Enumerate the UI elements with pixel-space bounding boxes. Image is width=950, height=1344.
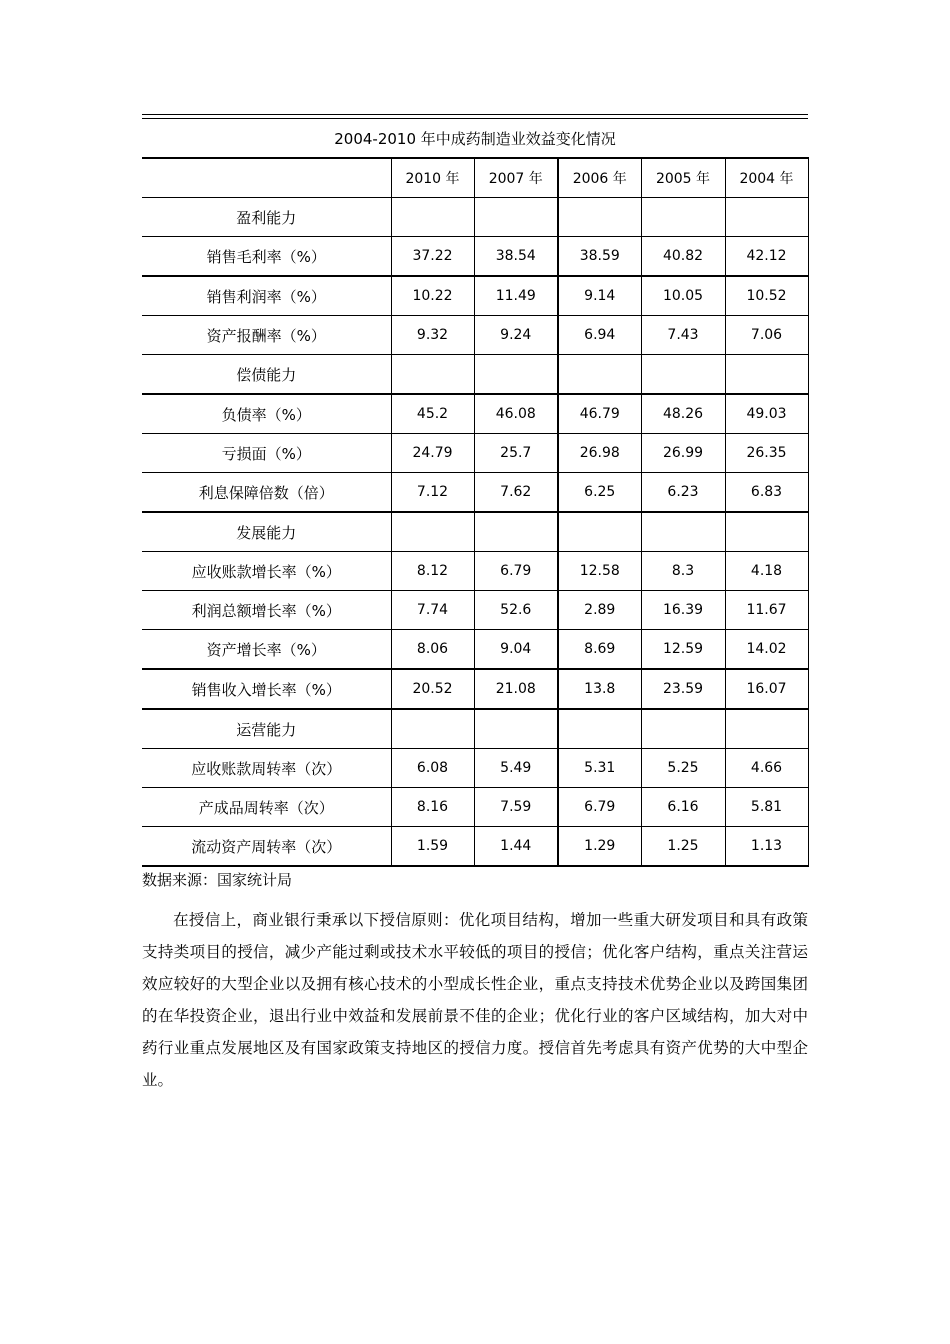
value-cell [391,355,474,395]
value-cell: 7.59 [474,788,558,827]
value-cell: 24.79 [391,434,474,473]
table-row [142,827,808,867]
value-cell [558,198,641,237]
value-cell [641,355,725,395]
row-label: 应收账款增长率（%） [142,552,391,591]
value-cell [725,709,808,749]
value-cell [391,709,474,749]
value-cell: 9.04 [474,630,558,670]
value-cell: 5.81 [725,788,808,827]
row-label: 利息保障倍数（倍） [142,473,391,513]
value-cell [641,198,725,237]
top-double-rule-inner [142,118,808,119]
value-cell: 1.59 [391,827,474,867]
row-label: 负债率（%） [142,394,391,434]
table-header-row [142,158,808,198]
header-year-cell: 2005 年 [641,158,725,198]
value-cell [391,198,474,237]
value-cell [558,355,641,395]
row-label: 销售毛利率（%） [142,237,391,277]
value-cell [474,355,558,395]
value-cell: 6.16 [641,788,725,827]
value-cell: 46.79 [558,394,641,434]
value-cell: 11.67 [725,591,808,630]
value-cell: 26.98 [558,434,641,473]
source-note: 数据来源：国家统计局 [142,871,293,889]
value-cell: 6.83 [725,473,808,513]
table-row [142,669,808,709]
table-row [142,394,808,434]
value-cell [474,512,558,552]
value-cell: 2.89 [558,591,641,630]
value-cell [558,512,641,552]
value-cell: 40.82 [641,237,725,277]
value-cell: 49.03 [725,394,808,434]
value-cell: 23.59 [641,669,725,709]
table-row [142,237,808,277]
value-cell [391,512,474,552]
value-cell: 13.8 [558,669,641,709]
value-cell: 8.69 [558,630,641,670]
table-row [142,276,808,316]
value-cell: 6.94 [558,316,641,355]
row-label: 亏损面（%） [142,434,391,473]
row-label: 偿债能力 [142,355,391,395]
table-row [142,552,808,591]
row-label: 销售利润率（%） [142,276,391,316]
value-cell: 8.16 [391,788,474,827]
value-cell: 42.12 [725,237,808,277]
row-label: 运营能力 [142,709,391,749]
row-label: 应收账款周转率（次） [142,749,391,788]
value-cell: 7.12 [391,473,474,513]
value-cell [558,709,641,749]
value-cell: 1.29 [558,827,641,867]
table-row [142,316,808,355]
header-year-cell: 2010 年 [391,158,474,198]
top-double-rule-outer [142,114,808,115]
value-cell [725,512,808,552]
table-row [142,591,808,630]
table-row [142,630,808,670]
value-cell: 11.49 [474,276,558,316]
table-title: 2004-2010 年中成药制造业效益变化情况 [334,130,616,148]
row-label: 利润总额增长率（%） [142,591,391,630]
body-paragraph: 在授信上，商业银行秉承以下授信原则：优化项目结构，增加一些重大研发项目和具有政策支持类项目的授信，减少产能过剩或技术水平较低的项目的授信；优化客户结构，重点关注营运效应较好的大型企业以及拥有核心技术的小型成长性企业，重点支持技术优势企业以及跨国集团的在华投资企业，退出行业中效益和发展前景不佳的企业；优化行业的客户区域结构，加大对中药行业重点发展地区及有国家政策支持地区的授信力度。授信首先考虑具有资产优势的大中型企业。 [142,911,808,1089]
header-year-cell: 2007 年 [474,158,558,198]
value-cell: 8.3 [641,552,725,591]
value-cell: 38.59 [558,237,641,277]
value-cell: 10.05 [641,276,725,316]
value-cell: 9.32 [391,316,474,355]
value-cell [725,198,808,237]
row-label: 产成品周转率（次） [142,788,391,827]
value-cell: 8.06 [391,630,474,670]
table-row [142,434,808,473]
value-cell: 5.25 [641,749,725,788]
value-cell: 46.08 [474,394,558,434]
value-cell: 14.02 [725,630,808,670]
value-cell: 5.49 [474,749,558,788]
table-row [142,355,808,395]
value-cell: 10.52 [725,276,808,316]
row-label: 销售收入增长率（%） [142,669,391,709]
value-cell: 9.14 [558,276,641,316]
value-cell: 26.99 [641,434,725,473]
value-cell [474,198,558,237]
value-cell: 7.43 [641,316,725,355]
value-cell: 37.22 [391,237,474,277]
value-cell: 48.26 [641,394,725,434]
value-cell [641,709,725,749]
value-cell: 5.31 [558,749,641,788]
table-row [142,788,808,827]
value-cell: 12.58 [558,552,641,591]
row-label: 流动资产周转率（次） [142,827,391,867]
value-cell: 6.08 [391,749,474,788]
table-row [142,749,808,788]
value-cell: 16.39 [641,591,725,630]
value-cell: 38.54 [474,237,558,277]
value-cell [474,709,558,749]
value-cell: 26.35 [725,434,808,473]
header-blank-cell [142,158,391,198]
value-cell: 6.25 [558,473,641,513]
table-row [142,473,808,513]
value-cell: 1.44 [474,827,558,867]
value-cell: 20.52 [391,669,474,709]
value-cell [725,355,808,395]
value-cell: 21.08 [474,669,558,709]
value-cell: 7.62 [474,473,558,513]
value-cell: 6.23 [641,473,725,513]
value-cell [641,512,725,552]
value-cell: 6.79 [474,552,558,591]
value-cell: 10.22 [391,276,474,316]
value-cell: 52.6 [474,591,558,630]
value-cell: 45.2 [391,394,474,434]
row-label: 资产增长率（%） [142,630,391,670]
value-cell: 7.74 [391,591,474,630]
value-cell: 9.24 [474,316,558,355]
value-cell: 16.07 [725,669,808,709]
row-label: 资产报酬率（%） [142,316,391,355]
benefit-table [142,157,809,867]
value-cell: 6.79 [558,788,641,827]
value-cell: 4.18 [725,552,808,591]
value-cell: 8.12 [391,552,474,591]
value-cell: 12.59 [641,630,725,670]
header-year-cell: 2006 年 [558,158,641,198]
value-cell: 1.13 [725,827,808,867]
table-row [142,709,808,749]
row-label: 发展能力 [142,512,391,552]
value-cell: 25.7 [474,434,558,473]
table-row [142,512,808,552]
row-label: 盈利能力 [142,198,391,237]
table-row [142,198,808,237]
value-cell: 1.25 [641,827,725,867]
value-cell: 7.06 [725,316,808,355]
value-cell: 4.66 [725,749,808,788]
header-year-cell: 2004 年 [725,158,808,198]
